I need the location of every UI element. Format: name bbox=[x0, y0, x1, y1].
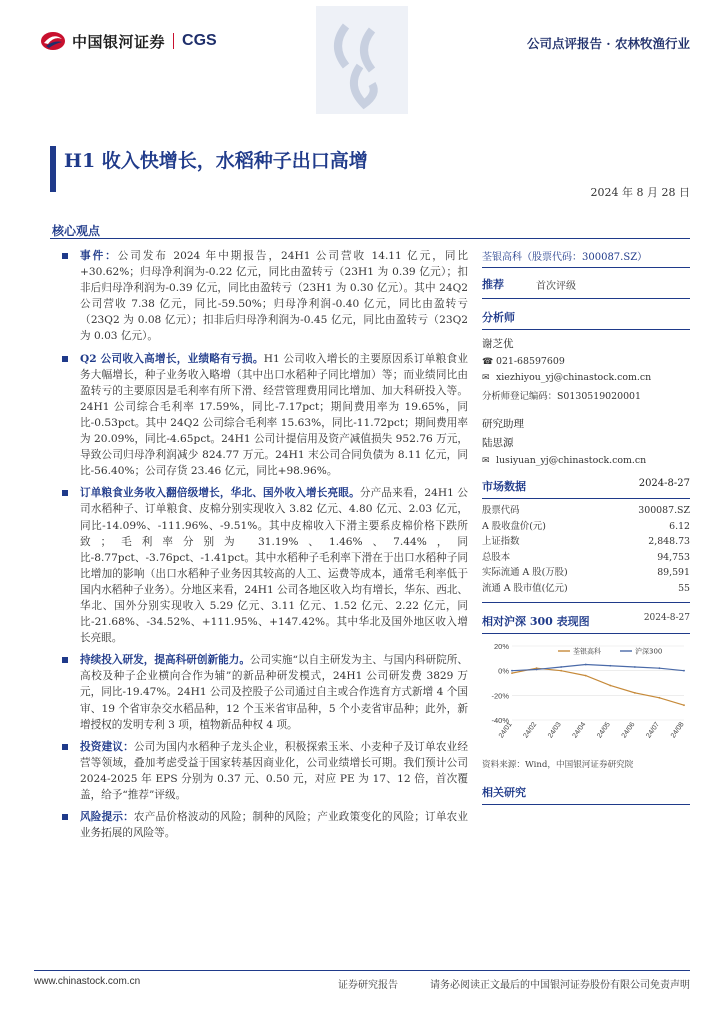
footer-rule bbox=[34, 970, 690, 971]
logo-text-cn: 中国银河证券 bbox=[72, 32, 166, 51]
bullet-body: 农产品价格波动的风险；制种的风险；产业政策变化的风险；订单农业业务拓展的风险等。 bbox=[80, 811, 469, 840]
bullet-marker-icon bbox=[62, 814, 68, 820]
bullet-grain bbox=[50, 485, 468, 646]
galaxy-logo-icon bbox=[40, 30, 66, 52]
bullet-head: Q2 公司收入高增长，业绩略有亏损。 bbox=[80, 352, 264, 365]
bullet-body: 公司为国内水稻种子龙头企业，积极探索玉米、小麦种子及订单农业经营等领域，叠加考虑受益于国家转基因商业化，公司业绩增长可期。我们预计公司 2024-2025 年 EPS 分别为 0.37 元、0.50 元，对应 PE 为 17、12 倍，首次覆盖，给予“推荐”评级。 bbox=[80, 740, 469, 801]
assistant-email[interactable]: lusiyuan_yj@chinastock.com.cn bbox=[496, 455, 647, 466]
page-title: H1 收入快增长，水稻种子出口高增 bbox=[64, 150, 368, 172]
bullet-marker-icon bbox=[62, 490, 68, 496]
logo-text-en: CGS bbox=[182, 32, 217, 49]
series-line-0 bbox=[512, 668, 684, 705]
stock-name: 荃银高科（股票代码：300087.SZ） bbox=[482, 248, 690, 268]
chart-date: 2024-8-27 bbox=[643, 613, 690, 623]
table-row bbox=[482, 565, 690, 581]
bullet-body: 公司发布 2024 年中期报告，24H1 公司营收 14.11 亿元，同比+30.62%；归母净利润为-0.22 亿元，同比由盈转亏（23H1 为 0.39 亿元）；扣非后归母净利润为-0.39 亿元，同比由盈转亏（23H1 为 0.30 亿元）。其中 24Q2 公司营收 7.38 亿元，同比-59.50%；归母净利润-0.40 亿元，同比由盈转亏（23Q2 为 0.08 亿元）；扣非后归母净利润为-0.45 亿元，同比由盈转亏（23Q2 为 0.03 亿元）。 bbox=[80, 250, 469, 343]
y-tick-label: 0% bbox=[498, 666, 509, 676]
bullet-marker-icon bbox=[62, 657, 68, 663]
series-point bbox=[609, 685, 611, 687]
legend-label: 荃银高科 bbox=[573, 647, 601, 656]
table-row bbox=[482, 550, 690, 566]
analyst-heading: 分析师 bbox=[482, 309, 690, 330]
phone-icon: ☎ bbox=[482, 356, 494, 367]
footer-disclaimer: 请务必阅读正文最后的中国银河证券股份有限公司免责声明 bbox=[430, 980, 690, 991]
assistant-heading: 研究助理 bbox=[482, 418, 524, 430]
cell-key: A 股收盘价(元) bbox=[482, 520, 546, 532]
series-point bbox=[536, 669, 538, 671]
table-row bbox=[482, 534, 690, 550]
chart-title: 相对沪深 300 表现图 bbox=[482, 615, 590, 628]
y-tick-label: -40% bbox=[491, 716, 509, 725]
series-point bbox=[560, 666, 562, 668]
analyst-phone-row bbox=[482, 356, 690, 367]
series-point bbox=[560, 670, 562, 672]
bullet-body: 分产品来看，24H1 公司水稻种子、订单粮食、皮棉分别实现收入 3.82 亿元、4.80 亿元、2.03 亿元，同比-14.09%、-111.96%、-9.51%。其中皮棉收入下滑主要系皮棉价格下跌所致；毛利率分别为 31.19%、1.46%、7.44%，同比-8.77pct、-3.76pct、-1.41pct。其中水稻种子毛利率下滑在于出口水稻种子同比增加的影响（出口水稻种子业务因其较高的人工、运费等成本，通常毛利率低于国内水稻种子业务）。分地区来看，24H1 公司各地区收入均有增长，华东、西北、华北、国外分别实现收入 5.29 亿元、3.11 亿元、1.52 亿元、2.22 亿元，同比-21.68%、-34.52%、+111.95%、+147.42%。其中华北及国外地区收入增长亮眼。 bbox=[80, 487, 469, 645]
rating-value: 首次评级 bbox=[536, 280, 576, 292]
analyst-phone: 021-68597609 bbox=[496, 356, 565, 367]
series-point bbox=[634, 666, 636, 668]
related-research-heading: 相关研究 bbox=[482, 784, 690, 805]
series-point bbox=[609, 665, 611, 667]
x-tick-label: 24/01 bbox=[497, 721, 514, 740]
bullet-head: 投资建议： bbox=[80, 740, 134, 753]
legend-label: 沪深300 bbox=[635, 647, 663, 656]
x-tick-label: 24/04 bbox=[571, 721, 588, 740]
table-row bbox=[482, 503, 690, 519]
bullet-q2 bbox=[50, 351, 468, 480]
x-tick-label: 24/07 bbox=[645, 721, 662, 740]
sidebar bbox=[482, 248, 690, 805]
email-icon: ✉ bbox=[482, 455, 490, 466]
table-row bbox=[482, 581, 690, 597]
title-accent-bar bbox=[50, 146, 56, 192]
rating-label: 推荐 bbox=[482, 278, 504, 291]
rating-row bbox=[482, 276, 690, 299]
cell-key: 股票代码 bbox=[482, 505, 520, 516]
table-row bbox=[482, 519, 690, 535]
cgs-watermark-icon bbox=[316, 6, 408, 114]
report-type: 公司点评报告 · 农林牧渔行业 bbox=[526, 36, 690, 51]
analyst-email[interactable]: xiezhiyou_yj@chinastock.com.cn bbox=[496, 372, 652, 383]
cell-value: 94,753 bbox=[657, 551, 690, 563]
cell-key: 上证指数 bbox=[482, 536, 520, 547]
cell-value: 300087.SZ bbox=[638, 505, 690, 516]
relative-performance-chart bbox=[482, 638, 690, 756]
footer-center: 证券研究报告 bbox=[338, 980, 398, 991]
series-point bbox=[585, 675, 587, 677]
bullet-risk bbox=[50, 809, 468, 841]
section-title: 核心观点 bbox=[52, 224, 101, 238]
bullet-rnd bbox=[50, 652, 468, 732]
cell-key: 实际流通 A 股(万股) bbox=[482, 567, 568, 578]
cell-value: 6.12 bbox=[669, 520, 690, 532]
logo-divider bbox=[173, 33, 174, 49]
company-logo bbox=[40, 30, 217, 52]
bullet-marker-icon bbox=[62, 356, 68, 362]
analyst-email-row bbox=[482, 372, 690, 383]
y-tick-label: -20% bbox=[491, 691, 509, 701]
cell-key: 总股本 bbox=[482, 551, 511, 563]
bullet-marker-icon bbox=[62, 744, 68, 750]
series-point bbox=[511, 672, 513, 674]
footer-site[interactable]: www.chinastock.com.cn bbox=[34, 976, 141, 987]
bullet-head: 订单粮食业务收入翻倍级增长，华北、国外收入增长亮眼。 bbox=[80, 487, 360, 500]
bullet-head: 事件： bbox=[80, 250, 118, 262]
bullet-event bbox=[50, 248, 468, 345]
market-data-table bbox=[482, 503, 690, 603]
analyst-cert: 分析师登记编码：S0130519020001 bbox=[482, 391, 641, 402]
cell-value: 2,848.73 bbox=[648, 536, 690, 547]
assistant-name: 陆思源 bbox=[482, 437, 514, 449]
bullet-head: 风险提示： bbox=[80, 811, 134, 824]
x-tick-label: 24/06 bbox=[620, 721, 637, 740]
report-date: 2024 年 8 月 28 日 bbox=[590, 186, 690, 199]
series-point bbox=[511, 670, 513, 672]
email-icon: ✉ bbox=[482, 372, 490, 383]
series-point bbox=[659, 667, 661, 669]
chart-heading bbox=[482, 613, 690, 634]
x-tick-label: 24/02 bbox=[522, 721, 539, 740]
series-point bbox=[585, 664, 587, 666]
cell-value: 55 bbox=[678, 582, 690, 594]
series-point bbox=[683, 704, 685, 706]
chart-svg bbox=[482, 638, 690, 756]
x-tick-label: 24/05 bbox=[596, 721, 612, 740]
market-data-heading bbox=[482, 478, 690, 499]
assistant-email-row bbox=[482, 455, 690, 466]
analyst-name: 谢芝优 bbox=[482, 338, 514, 350]
cell-value: 89,591 bbox=[657, 567, 690, 578]
bullet-body: H1 公司收入增长的主要原因系订单粮食业务大幅增长，种子业务收入略增（其中出口水稻种子同比增加）等；而业绩同比由盈转亏的主要原因是毛利率有所下滑、经营管理费用同比增加、加大科研投入等。24H1 公司综合毛利率 17.59%，同比-7.17pct；期间费用率为 19.65%，同比-0.53pct。其中 24Q2 公司综合毛利率 15.63%，同比-11.72pct；期间费用率为 20.09%，同比-4.65pct。24H1 公司计提信用及资产减值损失 952.76 万元，导致公司归母净利润减少 824.77 万元。24H1 末公司合同负债为 8.11 亿元，同比-56.40%；公司存货 23.46 亿元，同比+98.96%。 bbox=[80, 352, 468, 478]
x-tick-label: 24/08 bbox=[669, 721, 686, 740]
series-point bbox=[683, 670, 685, 672]
bullet-invest bbox=[50, 739, 468, 803]
chart-source: 资料来源：Wind，中国银河证券研究院 bbox=[482, 760, 634, 770]
series-point bbox=[659, 697, 661, 699]
x-tick-label: 24/03 bbox=[546, 721, 563, 740]
bullet-body: 公司实施“以自主研发为主、与国内科研院所、高校及种子企业横向合作为辅”的新品种研发模式，24H1 公司研发费 3829 万元，同比-19.47%。24H1 公司及控股子公司通过自主或合作选育方式新增 4 个国审、19 个省审杂交水稻品种，12 个玉米省审品种，5 个小麦省审品种；此外，新增授权的发明专利 3 项，植物新品种权 4 项。 bbox=[80, 654, 469, 731]
y-tick-label: 20% bbox=[493, 642, 509, 651]
series-point bbox=[634, 692, 636, 694]
cell-key: 流通 A 股市值(亿元) bbox=[482, 582, 568, 594]
market-date: 2024-8-27 bbox=[638, 478, 690, 489]
core-points bbox=[50, 248, 468, 847]
bullet-marker-icon bbox=[62, 253, 68, 259]
series-line-1 bbox=[512, 665, 684, 671]
market-title: 市场数据 bbox=[482, 480, 526, 493]
section-rule bbox=[50, 238, 690, 239]
bullet-head: 持续投入研发，提高科研创新能力。 bbox=[80, 654, 251, 667]
